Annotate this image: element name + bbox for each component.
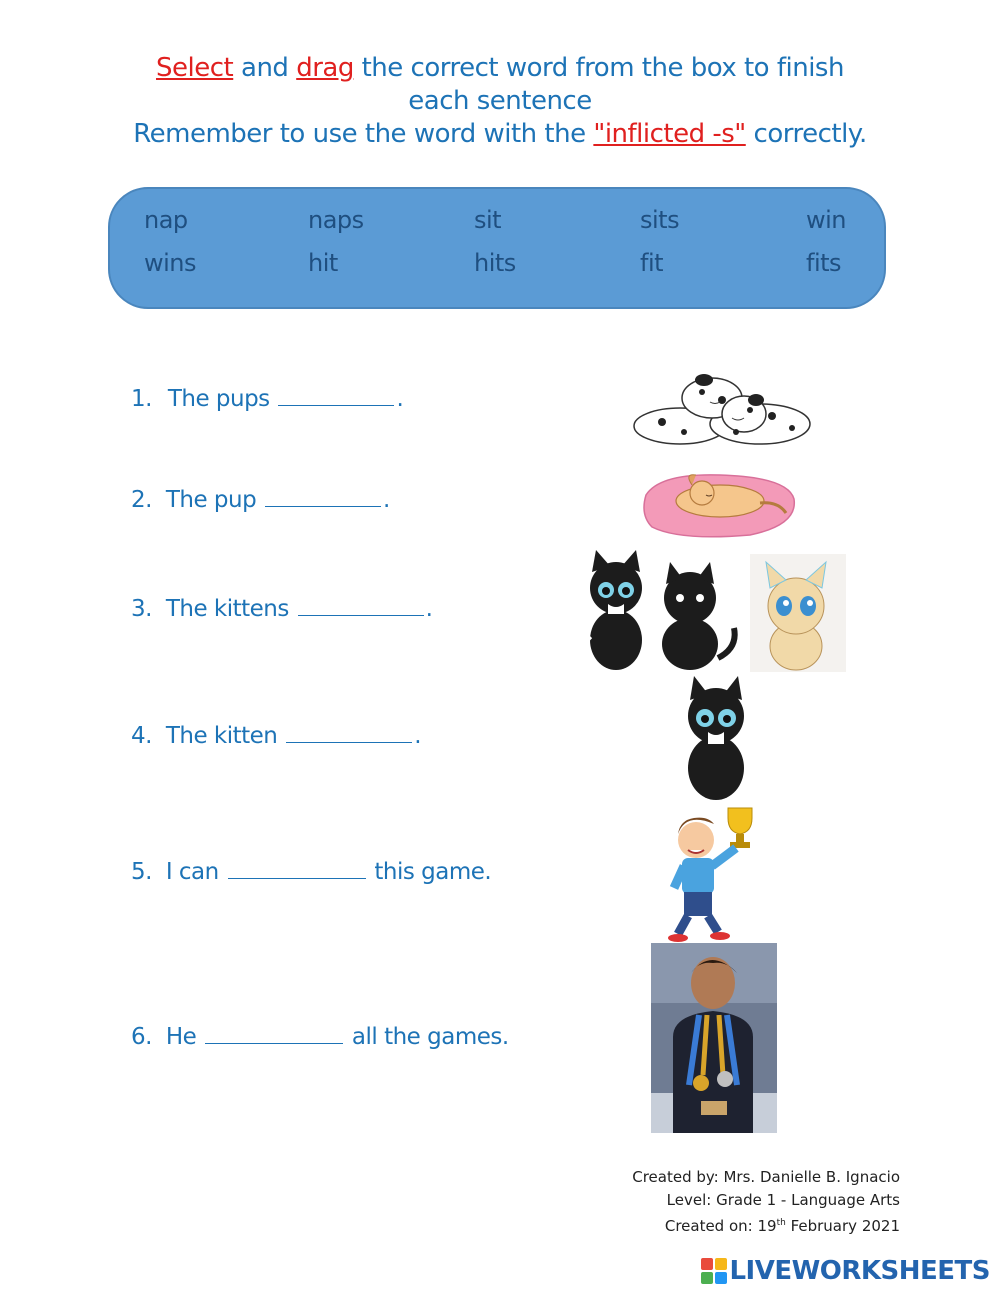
question-1	[131, 386, 403, 412]
created-by: Created by: Mrs. Danielle B. Ignacio	[632, 1168, 900, 1186]
boy-with-medals-photo	[651, 943, 777, 1133]
created-on-suffix: February 2021	[785, 1217, 900, 1235]
question-3	[131, 596, 432, 622]
inflicted-keyword: "inflicted -s"	[593, 119, 746, 149]
question-number: 4.	[131, 723, 152, 749]
word-box	[108, 187, 886, 309]
question-text-before: The kitten	[165, 723, 278, 749]
question-text-before: The pup	[165, 487, 257, 513]
question-2	[131, 487, 390, 513]
word-option[interactable]: fit	[640, 249, 664, 277]
question-number: 6.	[131, 1024, 152, 1050]
answer-blank-6[interactable]	[205, 1026, 343, 1044]
question-text-after: this game.	[367, 859, 492, 885]
question-number: 5.	[131, 859, 152, 885]
created-on	[632, 1212, 900, 1238]
answer-blank-3[interactable]	[298, 598, 424, 616]
drag-keyword: drag	[296, 53, 354, 83]
instruction-line-3	[60, 118, 940, 151]
word-option[interactable]: win	[806, 206, 847, 234]
instruction-line-3-start: Remember to use the word with the	[133, 119, 594, 149]
word-option[interactable]: hits	[474, 249, 516, 277]
level: Level: Grade 1 - Language Arts	[666, 1191, 900, 1209]
word-option[interactable]: nap	[144, 206, 188, 234]
boy-with-trophy-icon	[666, 800, 762, 944]
answer-blank-1[interactable]	[278, 388, 394, 406]
question-text-after: .	[396, 386, 404, 412]
question-6	[131, 1024, 509, 1050]
question-text-before: The kittens	[165, 596, 289, 622]
question-number: 1.	[131, 386, 152, 412]
question-4	[131, 723, 421, 749]
liveworksheets-logo[interactable]	[701, 1256, 990, 1286]
question-number: 2.	[131, 487, 152, 513]
kittens-icon	[582, 548, 848, 674]
answer-blank-5[interactable]	[228, 861, 366, 879]
question-text-after: all the games.	[345, 1024, 509, 1050]
question-text-before: I can	[165, 859, 219, 885]
question-text-after: .	[383, 487, 390, 513]
answer-blank-4[interactable]	[286, 725, 412, 743]
word-option[interactable]: hit	[308, 249, 338, 277]
kitten-icon	[676, 674, 756, 802]
question-text-before: The pups	[167, 386, 270, 412]
instruction-line-1-rest: the correct word from the box to finish	[353, 53, 844, 83]
created-on-sup: th	[776, 1218, 786, 1228]
question-number: 3.	[131, 596, 152, 622]
word-option[interactable]: sit	[474, 206, 502, 234]
word-option[interactable]: sits	[640, 206, 680, 234]
credits	[632, 1166, 900, 1238]
word-option[interactable]: naps	[308, 206, 364, 234]
word-option[interactable]: wins	[144, 249, 197, 277]
puppy-on-pillow-icon	[640, 465, 800, 541]
instruction-line-2: each sentence	[408, 86, 592, 116]
question-text-after: .	[414, 723, 421, 749]
instruction-and: and	[233, 53, 297, 83]
instruction-line-3-end: correctly.	[745, 119, 867, 149]
question-5	[131, 859, 491, 885]
sleeping-dalmatian-puppies-icon	[632, 370, 814, 450]
logo-text: LIVEWORKSHEETS	[729, 1256, 990, 1286]
question-text-before: He	[165, 1024, 197, 1050]
answer-blank-2[interactable]	[265, 489, 381, 507]
word-option[interactable]: fits	[806, 249, 842, 277]
question-text-after: .	[425, 596, 433, 622]
select-keyword: Select	[156, 53, 234, 83]
liveworksheets-logo-mark-icon	[701, 1258, 727, 1284]
instruction-line-1	[60, 52, 940, 85]
created-on-prefix: Created on: 19	[664, 1217, 777, 1235]
instructions	[60, 52, 940, 151]
